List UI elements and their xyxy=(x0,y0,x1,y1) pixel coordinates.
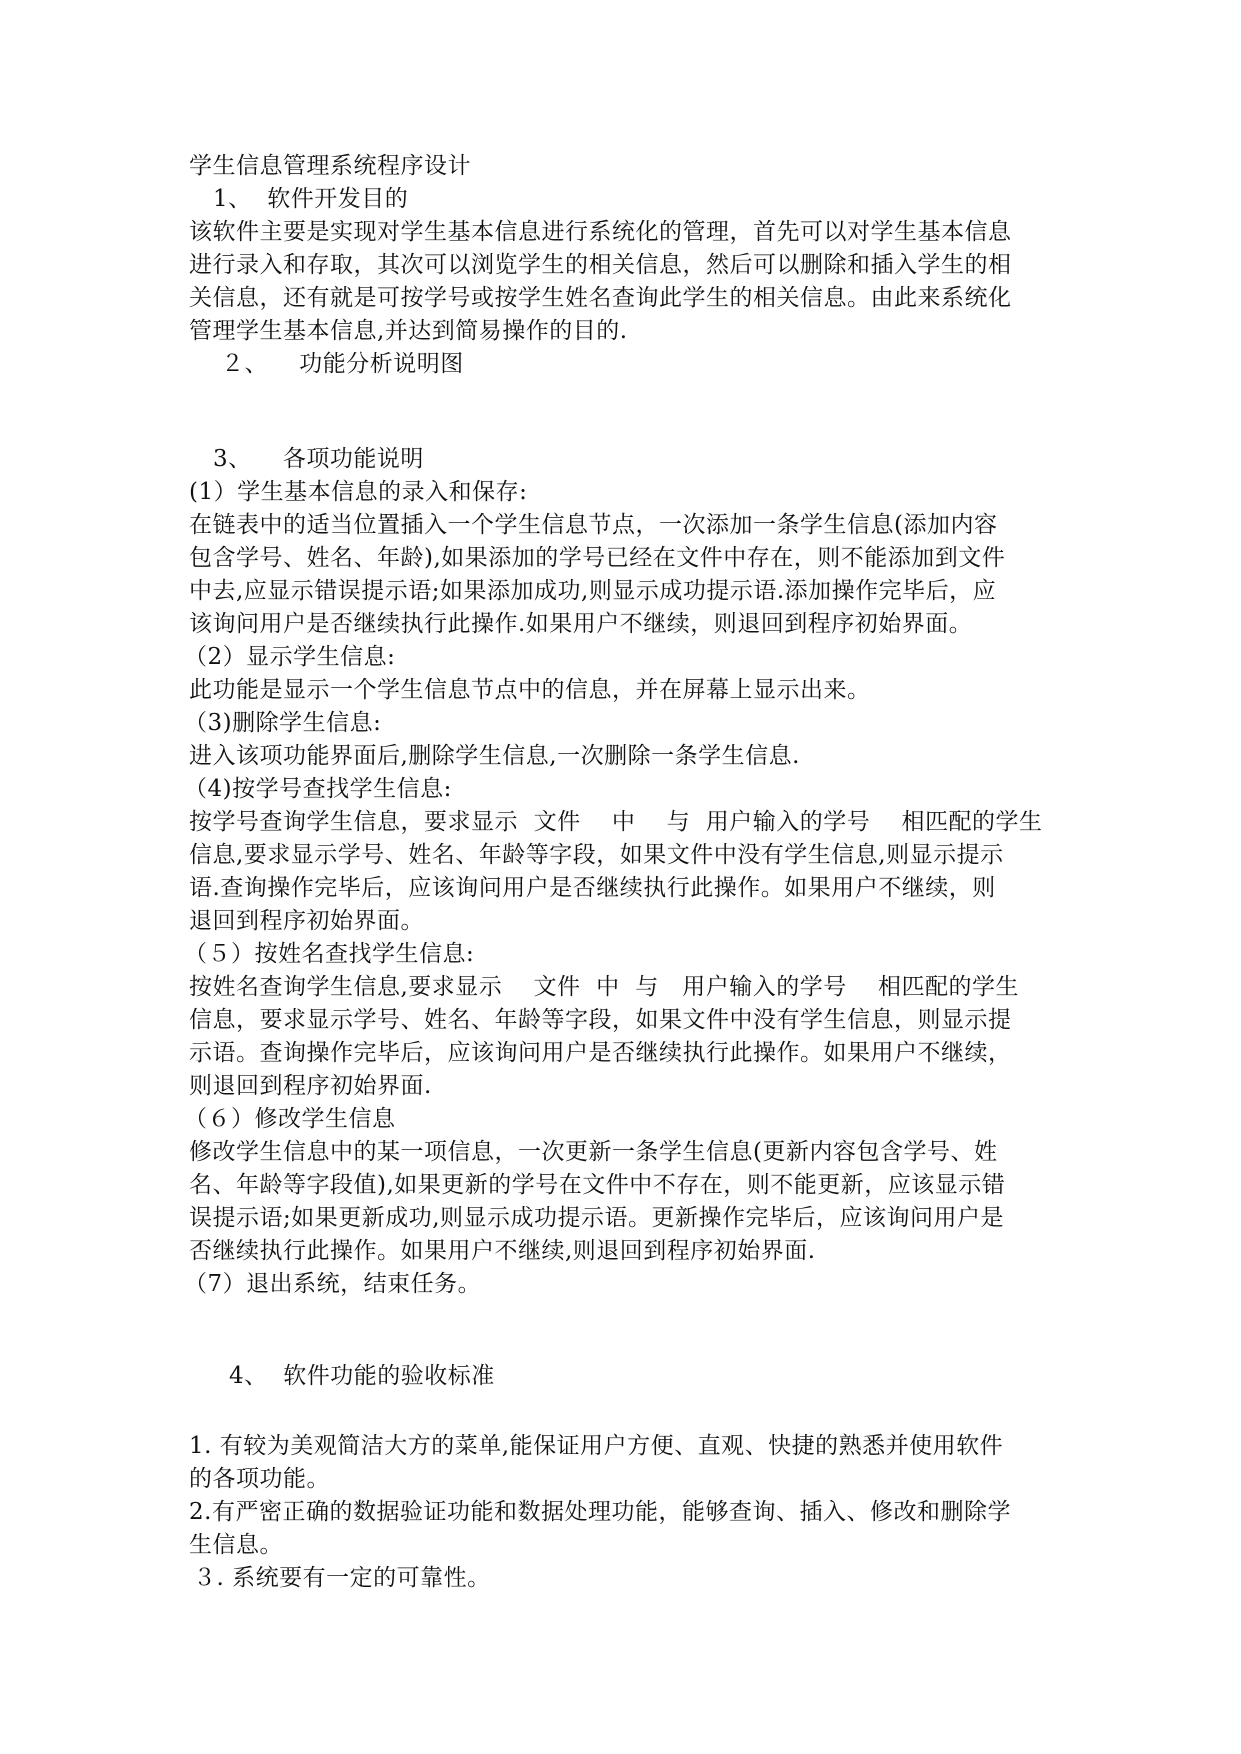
section-4-heading: 4、 软件功能的验收标准 xyxy=(229,1363,495,1389)
paragraph-line: 名、年龄等字段值),如果更新的学号在文件中不存在，则不能更新，应该显示错 xyxy=(189,1172,1006,1198)
criteria-line: 的各项功能。 xyxy=(189,1466,330,1492)
paragraph-line: 在链表中的适当位置插入一个学生信息节点，一次添加一条学生信息(添加内容 xyxy=(189,512,998,538)
criteria-line: ３. 系统要有一定的可靠性。 xyxy=(193,1565,491,1591)
paragraph-line: 信息，要求显示学号、姓名、年龄等字段，如果文件中没有学生信息，则显示提 xyxy=(189,1007,1012,1033)
paragraph-line: 中去,应显示错误提示语;如果添加成功,则显示成功提示语.添加操作完毕后，应 xyxy=(189,578,997,604)
paragraph-line: 该询问用户是否继续执行此操作.如果用户不继续，则退回到程序初始界面。 xyxy=(189,611,973,637)
item-7-title: （7）退出系统，结束任务。 xyxy=(184,1271,482,1297)
item-2-title: （2）显示学生信息: xyxy=(184,644,396,670)
section-1-heading: 1、 软件开发目的 xyxy=(213,186,409,212)
paragraph-line: 进入该项功能界面后,删除学生信息,一次删除一条学生信息. xyxy=(189,743,800,769)
paragraph-line: 语.查询操作完毕后，应该询问用户是否继续执行此操作。如果用户不继续，则 xyxy=(189,875,996,901)
paragraph-line: 退回到程序初始界面。 xyxy=(189,908,424,934)
item-1-title: (1）学生基本信息的录入和保存: xyxy=(189,479,528,505)
criteria-line: 1. 有较为美观简洁大方的菜单,能保证用户方便、直观、快捷的熟悉并使用软件 xyxy=(189,1433,1004,1459)
paragraph-line: 修改学生信息中的某一项信息，一次更新一条学生信息(更新内容包含学号、姓 xyxy=(189,1139,998,1165)
paragraph-line: 则退回到程序初始界面. xyxy=(189,1073,432,1099)
item-4-title: （4)按学号查找学生信息: xyxy=(184,776,452,802)
section-2-heading: ２、 功能分析说明图 xyxy=(221,351,464,377)
document-title: 学生信息管理系统程序设计 xyxy=(189,153,471,179)
paragraph-line: 该软件主要是实现对学生基本信息进行系统化的管理，首先可以对学生基本信息 xyxy=(189,219,1012,245)
item-6-title: （６）修改学生信息 xyxy=(184,1106,396,1132)
item-3-title: （3)删除学生信息: xyxy=(184,710,382,736)
paragraph-line: 此功能是显示一个学生信息节点中的信息，并在屏幕上显示出来。 xyxy=(189,677,871,703)
paragraph-line: 管理学生基本信息,并达到简易操作的目的. xyxy=(189,318,628,344)
paragraph-line: 包含学号、姓名、年龄),如果添加的学号已经在文件中存在，则不能添加到文件 xyxy=(189,545,1006,571)
paragraph-line: 按学号查询学生信息，要求显示 文件 中 与 用户输入的学号 相匹配的学生 xyxy=(189,809,1043,835)
criteria-line: 2.有严密正确的数据验证功能和数据处理功能，能够查询、插入、修改和删除学 xyxy=(189,1499,1011,1525)
paragraph-line: 进行录入和存取，其次可以浏览学生的相关信息，然后可以删除和插入学生的相 xyxy=(189,252,1012,278)
section-3-heading: 3、 各项功能说明 xyxy=(213,446,424,472)
paragraph-line: 误提示语;如果更新成功,则显示成功提示语。更新操作完毕后，应该询问用户是 xyxy=(189,1205,1005,1231)
paragraph-line: 示语。查询操作完毕后，应该询问用户是否继续执行此操作。如果用户不继续， xyxy=(189,1040,1012,1066)
criteria-line: 生信息。 xyxy=(189,1532,283,1558)
item-5-title: （５）按姓名查找学生信息: xyxy=(184,941,475,967)
paragraph-line: 否继续执行此操作。如果用户不继续,则退回到程序初始界面. xyxy=(189,1238,816,1264)
paragraph-line: 按姓名查询学生信息,要求显示 文件 中 与 用户输入的学号 相匹配的学生 xyxy=(189,974,1019,1000)
paragraph-line: 关信息，还有就是可按学号或按学生姓名查询此学生的相关信息。由此来系统化 xyxy=(189,285,1012,311)
paragraph-line: 信息,要求显示学号、姓名、年龄等字段，如果文件中没有学生信息,则显示提示 xyxy=(189,842,1004,868)
